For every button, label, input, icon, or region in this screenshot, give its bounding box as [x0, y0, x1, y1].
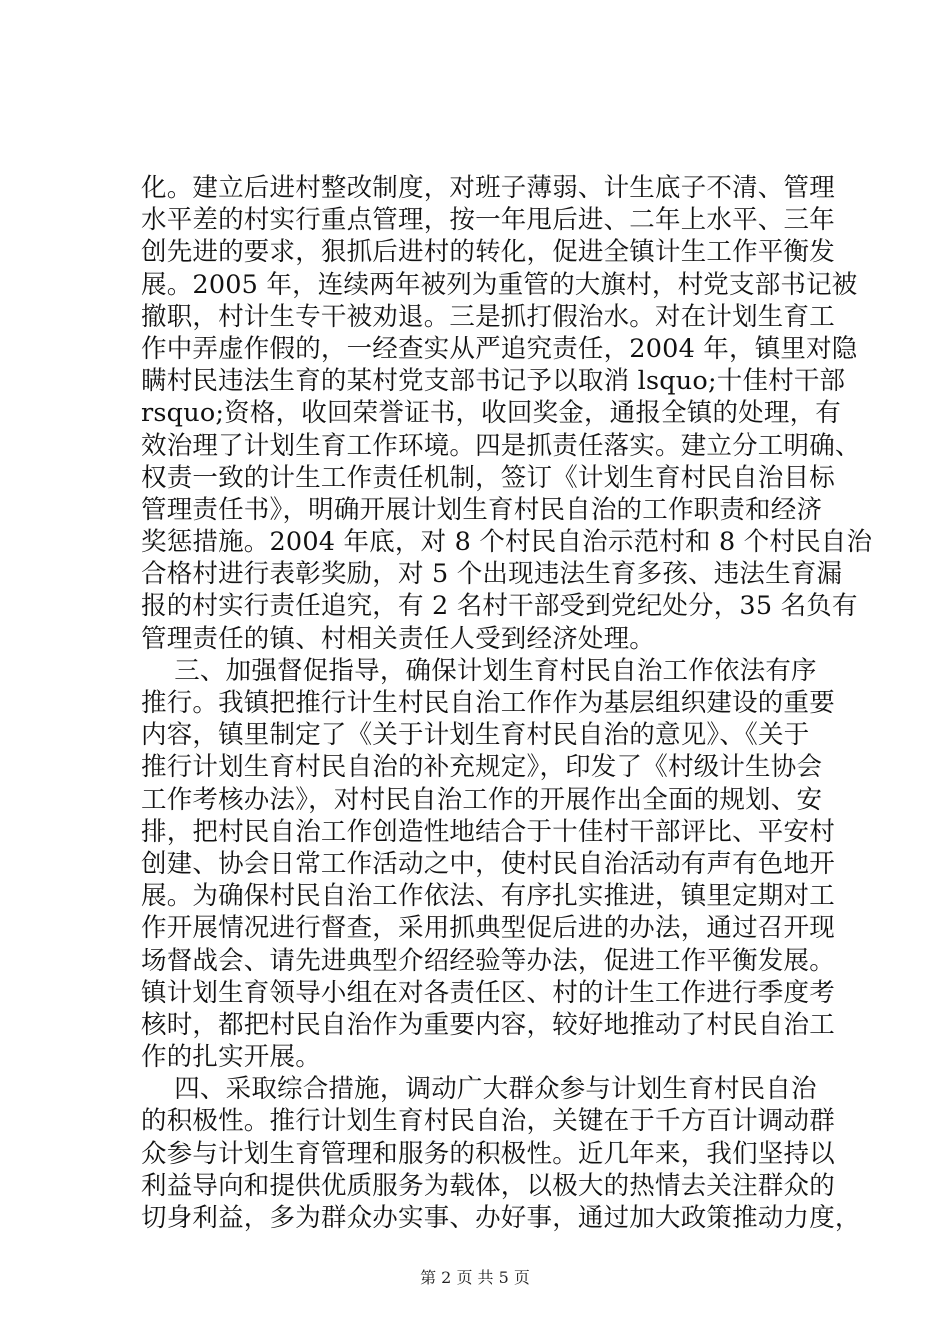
text-line: 化。建立后进村整改制度，对班子薄弱、计生底子不清、管理: [141, 173, 835, 203]
text-line: 利益导向和提供优质服务为载体，以极大的热情去关注群众的: [141, 1170, 835, 1201]
text-line: 管理责任的镇、村相关责任人受到经济处理。: [141, 623, 656, 654]
text-line: 奖惩措施。2004 年底，对 8 个村民自治示范村和 8 个村民自治: [141, 527, 873, 558]
text-line: 水平差的村实行重点管理，按一年甩后进、二年上水平、三年: [141, 205, 835, 236]
text-line: 合格村进行表彰奖励，对 5 个出现违法生育多孩、违法生育漏: [141, 559, 843, 590]
text-line: 切身利益，多为群众办实事、办好事，通过加大政策推动力度，: [141, 1203, 861, 1233]
text-line: 作开展情况进行督查，采用抓典型促后进的办法，通过召开现: [141, 913, 835, 944]
text-line: 核时，都把村民自治作为重要内容，较好地推动了村民自治工: [141, 1009, 835, 1040]
text-line: 创先进的要求，狠抓后进村的转化，促进全镇计生工作平衡发: [141, 237, 835, 268]
text-line: 三、加强督促指导，确保计划生育村民自治工作依法有序: [141, 655, 817, 686]
page-footer: 第 2 页 共 5 页: [420, 1268, 530, 1287]
text-line: 四、采取综合措施，调动广大群众参与计划生育村民自治: [141, 1074, 817, 1105]
text-line: 场督战会、请先进典型介绍经验等办法，促进工作平衡发展。: [141, 945, 835, 976]
text-line: 镇计划生育领导小组在对各责任区、村的计生工作进行季度考: [141, 977, 835, 1008]
text-line: 展。2005 年，连续两年被列为重管的大旗村，村党支部书记被: [141, 269, 858, 300]
text-line: 瞒村民违法生育的某村党支部书记予以取消 lsquo;十佳村干部: [141, 366, 846, 397]
text-line: 作中弄虚作假的，一经查实从严追究责任，2004 年，镇里对隐: [141, 333, 858, 364]
text-line: 管理责任书》，明确开展计划生育村民自治的工作职责和经济: [141, 494, 823, 525]
text-line: 内容，镇里制定了《关于计划生育村民自治的意见》、《关于: [141, 720, 810, 751]
text-line: 展。为确保村民自治工作依法、有序扎实推进，镇里定期对工: [141, 881, 835, 912]
text-line: 创建、协会日常工作活动之中，使村民自治活动有声有色地开: [141, 848, 835, 879]
text-line: 撤职，村计生专干被劝退。三是抓打假治水。对在计划生育工: [141, 301, 835, 332]
text-line: 推行。我镇把推行计生村民自治工作作为基层组织建设的重要: [141, 688, 835, 718]
text-line: 报的村实行责任追究，有 2 名村干部受到党纪处分，35 名负有: [141, 591, 858, 622]
text-line: 效治理了计划生育工作环境。四是抓责任落实。建立分工明确、: [141, 430, 861, 461]
text-line: 工作考核办法》，对村民自治工作的开展作出全面的规划、安: [141, 784, 823, 815]
text-line: 的积极性。推行计划生育村民自治，关键在于千方百计调动群: [141, 1106, 835, 1137]
text-line: 推行计划生育村民自治的补充规定》，印发了《村级计生协会: [141, 752, 823, 783]
document-body: [141, 172, 873, 1234]
text-line: 作的扎实开展。: [141, 1042, 321, 1073]
text-line: 排，把村民自治工作创造性地结合于十佳村干部评比、平安村: [141, 816, 835, 847]
text-line: 众参与计划生育管理和服务的积极性。近几年来，我们坚持以: [141, 1138, 835, 1169]
text-line: 权责一致的计生工作责任机制，签订《计划生育村民自治目标: [141, 462, 835, 493]
text-line: rsquo;资格，收回荣誉证书，收回奖金，通报全镇的处理，有: [141, 398, 841, 429]
